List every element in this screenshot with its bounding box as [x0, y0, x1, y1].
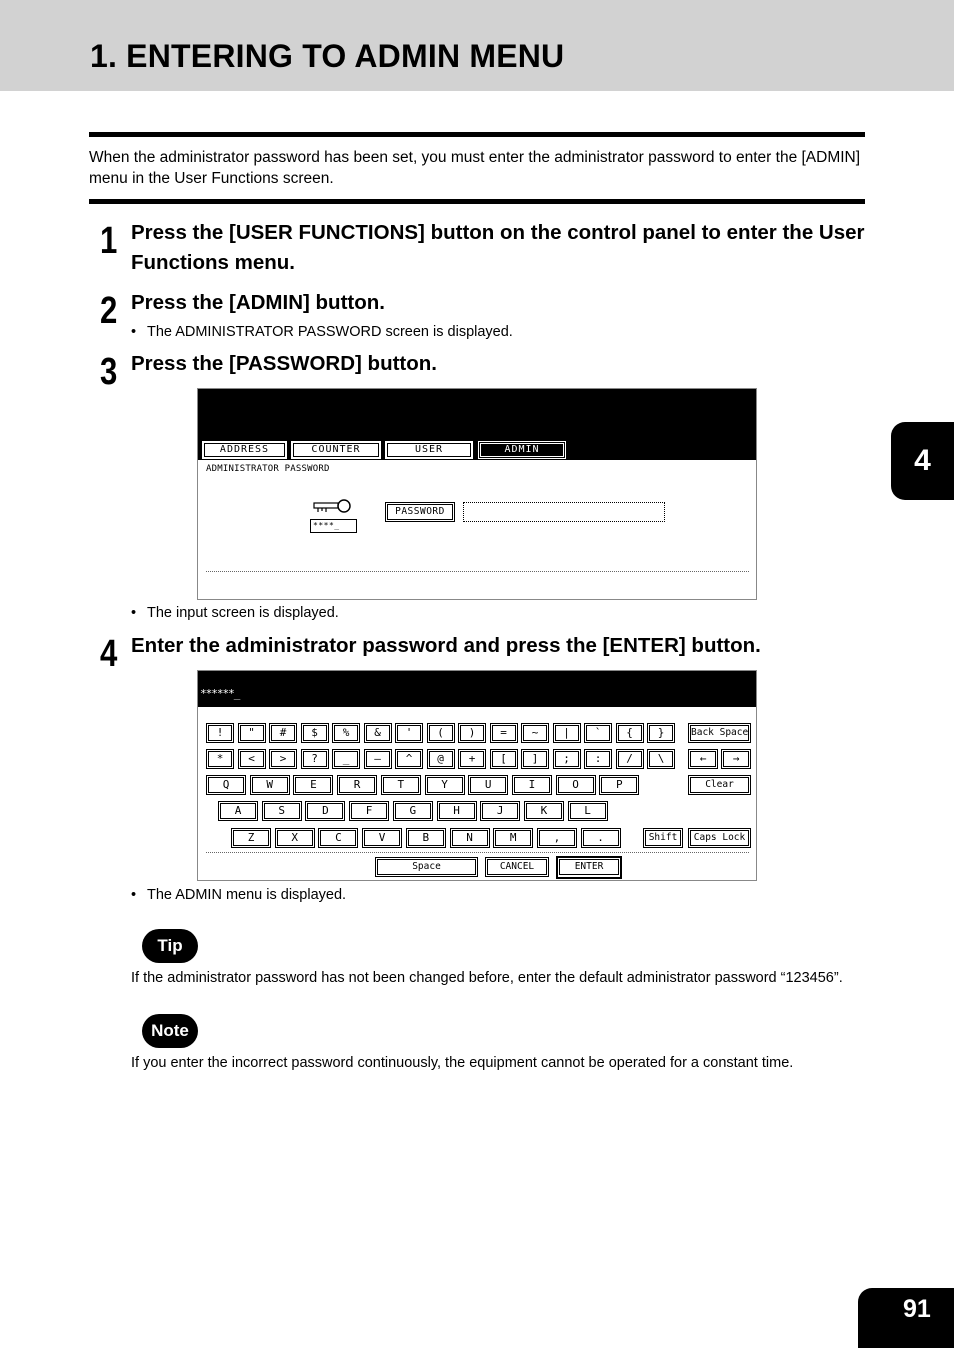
clear-key[interactable]: Clear — [688, 775, 751, 795]
keyboard-key[interactable]: } — [647, 723, 675, 743]
step-4-bullet: • The ADMIN menu is displayed. — [131, 886, 346, 904]
keyboard-key[interactable]: O — [556, 775, 596, 795]
password-field[interactable] — [463, 502, 665, 522]
keyboard-key[interactable]: Z — [231, 828, 271, 848]
keyboard-key[interactable]: J — [480, 801, 520, 821]
keyboard-key[interactable]: [ — [490, 749, 518, 769]
step-3-bullet: • The input screen is displayed. — [131, 604, 339, 622]
keyboard-key[interactable]: A — [218, 801, 258, 821]
tab-user[interactable]: USER — [385, 441, 473, 459]
keyboard-key[interactable]: $ — [301, 723, 329, 743]
chapter-tab: 4 — [891, 422, 954, 500]
keyboard-key[interactable]: ~ — [521, 723, 549, 743]
keyboard-key[interactable]: , — [537, 828, 577, 848]
keyboard-key[interactable]: W — [250, 775, 290, 795]
keyboard-key[interactable]: X — [275, 828, 315, 848]
right-arrow-key[interactable]: → — [721, 749, 751, 769]
tip-badge: Tip — [142, 929, 198, 963]
step-3-text: Press the [PASSWORD] button. — [131, 352, 437, 375]
caps-lock-key[interactable]: Caps Lock — [688, 828, 751, 848]
left-arrow-key[interactable]: ← — [688, 749, 718, 769]
page-number: 91 — [858, 1288, 954, 1348]
step-1-text: Press the [USER FUNCTIONS] button on the control panel to enter the User Functions menu. — [131, 221, 865, 274]
keyboard-key[interactable]: C — [318, 828, 358, 848]
keyboard-key[interactable]: Q — [206, 775, 246, 795]
tip-text: If the administrator password has not been changed before, enter the default administrator password “123456”. — [131, 970, 843, 986]
keyboard-key[interactable]: % — [332, 723, 360, 743]
keyboard-key[interactable]: # — [269, 723, 297, 743]
keyboard-key[interactable]: F — [349, 801, 389, 821]
keyboard-key[interactable]: + — [458, 749, 486, 769]
keyboard-key[interactable]: < — [238, 749, 266, 769]
keyboard-key[interactable]: = — [490, 723, 518, 743]
tab-counter[interactable]: COUNTER — [291, 441, 381, 459]
keyboard-key[interactable]: ( — [427, 723, 455, 743]
tab-address[interactable]: ADDRESS — [202, 441, 287, 459]
enter-button[interactable]: ENTER — [556, 856, 622, 879]
step-4-text: Enter the administrator password and press the [ENTER] button. — [131, 634, 761, 657]
keyboard-key[interactable]: — — [364, 749, 392, 769]
keyboard-key[interactable]: H — [437, 801, 477, 821]
step-1-number: 1 — [100, 220, 118, 262]
keyboard-key[interactable]: . — [581, 828, 621, 848]
keyboard-key[interactable]: ; — [553, 749, 581, 769]
keyboard-key[interactable]: T — [381, 775, 421, 795]
keyboard-key[interactable]: U — [468, 775, 508, 795]
cancel-button[interactable]: CANCEL — [485, 857, 549, 877]
admin-password-screen — [197, 388, 757, 600]
keyboard-key[interactable]: ^ — [395, 749, 423, 769]
keyboard-key[interactable]: ? — [301, 749, 329, 769]
keyboard-key[interactable]: & — [364, 723, 392, 743]
keyboard-key[interactable]: : — [584, 749, 612, 769]
step-2-number: 2 — [100, 290, 118, 332]
keyboard-key[interactable]: L — [568, 801, 608, 821]
keyboard-key[interactable]: G — [393, 801, 433, 821]
space-key[interactable]: Space — [375, 857, 478, 877]
input-bar — [198, 671, 756, 707]
keyboard-key[interactable]: { — [616, 723, 644, 743]
keyboard-key[interactable]: \ — [647, 749, 675, 769]
keyboard-key[interactable]: P — [599, 775, 639, 795]
keyboard-input-value: ******_ — [200, 687, 240, 700]
password-button[interactable]: PASSWORD — [385, 502, 455, 522]
step-4-number: 4 — [100, 633, 118, 675]
keyboard-key[interactable]: I — [512, 775, 552, 795]
keyboard-key[interactable]: V — [362, 828, 402, 848]
step-3-number: 3 — [100, 351, 118, 393]
step-2-bullet: • The ADMINISTRATOR PASSWORD screen is displayed. — [131, 323, 513, 341]
keyboard-key[interactable]: ! — [206, 723, 234, 743]
keyboard-key[interactable]: K — [524, 801, 564, 821]
keyboard-key[interactable]: B — [406, 828, 446, 848]
note-text: If you enter the incorrect password continuously, the equipment cannot be operated for a constant time. — [131, 1055, 794, 1071]
key-icon — [310, 497, 354, 517]
keyboard-screen — [197, 670, 757, 881]
keyboard-key[interactable]: _ — [332, 749, 360, 769]
intro-paragraph: When the administrator password has been set, you must enter the administrator password to enter the [ADMIN] menu in the User Functions screen. — [89, 149, 861, 187]
keyboard-key[interactable]: N — [450, 828, 490, 848]
keyboard-key[interactable]: | — [553, 723, 581, 743]
password-stars: ****_ — [310, 519, 357, 533]
keyboard-key[interactable]: M — [493, 828, 533, 848]
screen-divider — [206, 571, 749, 572]
tab-admin[interactable]: ADMIN — [478, 441, 566, 459]
keyboard-key[interactable]: ' — [395, 723, 423, 743]
keyboard-divider — [206, 852, 749, 853]
keyboard-key[interactable]: ` — [584, 723, 612, 743]
keyboard-key[interactable]: / — [616, 749, 644, 769]
page-title: 1. ENTERING TO ADMIN MENU — [90, 38, 565, 74]
keyboard-key[interactable]: @ — [427, 749, 455, 769]
keyboard-key[interactable]: " — [238, 723, 266, 743]
keyboard-key[interactable]: R — [337, 775, 377, 795]
keyboard-key[interactable]: ) — [458, 723, 486, 743]
keyboard-key[interactable]: S — [262, 801, 302, 821]
keyboard-key[interactable]: > — [269, 749, 297, 769]
screen-label: ADMINISTRATOR PASSWORD — [206, 464, 330, 474]
keyboard-key[interactable]: E — [293, 775, 333, 795]
bottom-rule — [89, 199, 865, 204]
keyboard-key[interactable]: Y — [425, 775, 465, 795]
keyboard-key[interactable]: ] — [521, 749, 549, 769]
shift-key[interactable]: Shift — [643, 828, 683, 848]
note-badge: Note — [142, 1014, 198, 1048]
step-2-text: Press the [ADMIN] button. — [131, 291, 385, 314]
keyboard-key[interactable]: D — [305, 801, 345, 821]
keyboard-key[interactable]: * — [206, 749, 234, 769]
backspace-key[interactable]: Back Space — [688, 723, 751, 743]
top-rule — [89, 132, 865, 137]
